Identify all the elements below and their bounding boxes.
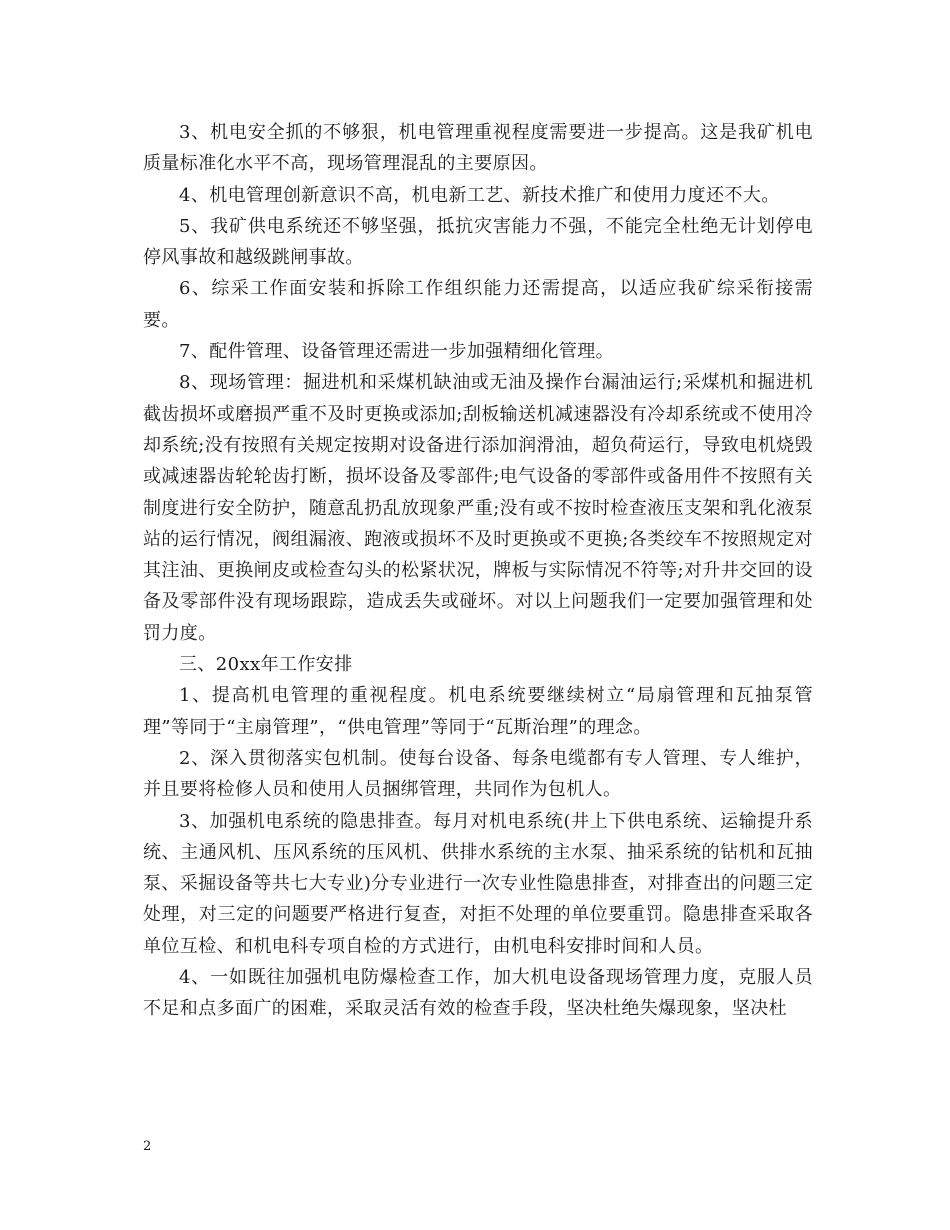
paragraph-item-4: 4、机电管理创新意识不高，机电新工艺、新技术推广和使用力度还不大。 — [179, 184, 780, 206]
page-number: 2 — [143, 1139, 152, 1154]
plan-item-1: 1、提高机电管理的重视程度。机电系统要继续树立“局扇管理和瓦抽泵管理”等同于“主扇管理”，“供电管理”等同于“瓦斯治理”的理念。 — [143, 685, 813, 738]
paragraph-item-6: 6、综采工作面安装和拆除工作组织能力还需提高，以适应我矿综采衔接需要。 — [143, 278, 813, 331]
plan-item-2: 2、深入贯彻落实包机制。使每台设备、每条电缆都有专人管理、专人维护，并且要将检修人员和使用人员捆绑管理，共同作为包机人。 — [143, 747, 813, 801]
paragraph-item-3: 3、机电安全抓的不够狠，机电管理重视程度需要进一步提高。这是我矿机电质量标准化水平不高，现场管理混乱的主要原因。 — [143, 122, 813, 175]
paragraph-item-5: 5、我矿供电系统还不够坚强，抵抗灾害能力不强，不能完全杜绝无计划停电停风事故和越级跳闸事故。 — [143, 215, 813, 269]
paragraph-item-7: 7、配件管理、设备管理还需进一步加强精细化管理。 — [179, 341, 615, 363]
plan-item-4: 4、一如既往加强机电防爆检查工作，加大机电设备现场管理力度，克服人员不足和点多面广的困难，采取灵活有效的检查手段，坚决杜绝失爆现象，坚决杜 — [143, 967, 813, 1020]
section-heading: 三、20xx年工作安排 — [179, 654, 353, 676]
plan-item-3: 3、加强机电系统的隐患排查。每月对机电系统(井上下供电系统、运输提升系统、主通风机、压风系统的压风机、供排水系统的主水泵、抽采系统的钻机和瓦抽泵、采掘设备等共七大专业)分专业进行一次专业性隐患排查，对排查出的问题三定处理，对三定的问题要严格进行复查，对拒不处理的单位要重罚。隐患排查采取各单位互检、和机电科专项自检的方式进行，由机电科安排时间和人员。 — [143, 810, 813, 957]
paragraph-item-8: 8、现场管理：掘进机和采煤机缺油或无油及操作台漏油运行;采煤机和掘进机截齿损坏或磨损严重不及时更换或添加;刮板输送机减速器没有冷却系统或不使用冷却系统;没有按照有关规定按期对设备进行添加润滑油，超负荷运行，导致电机烧毁或减速器齿轮轮齿打断，损坏设备及零部件;电气设备的零部件或备用件不按照有关制度进行安全防护，随意乱扔乱放现象严重;没有或不按时检查液压支架和乳化液泵站的运行情况，阀组漏液、跑液或损坏不及时更换或不更换;各类绞车不按照规定对其注油、更换闸皮或检查勾头的松紧状况，牌板与实际情况不符等;对升井交回的设备及零部件没有现场跟踪，造成丢失或碰坏。对以上问题我们一定要加强管理和处罚力度。 — [143, 372, 813, 644]
document-body — [143, 117, 813, 1025]
